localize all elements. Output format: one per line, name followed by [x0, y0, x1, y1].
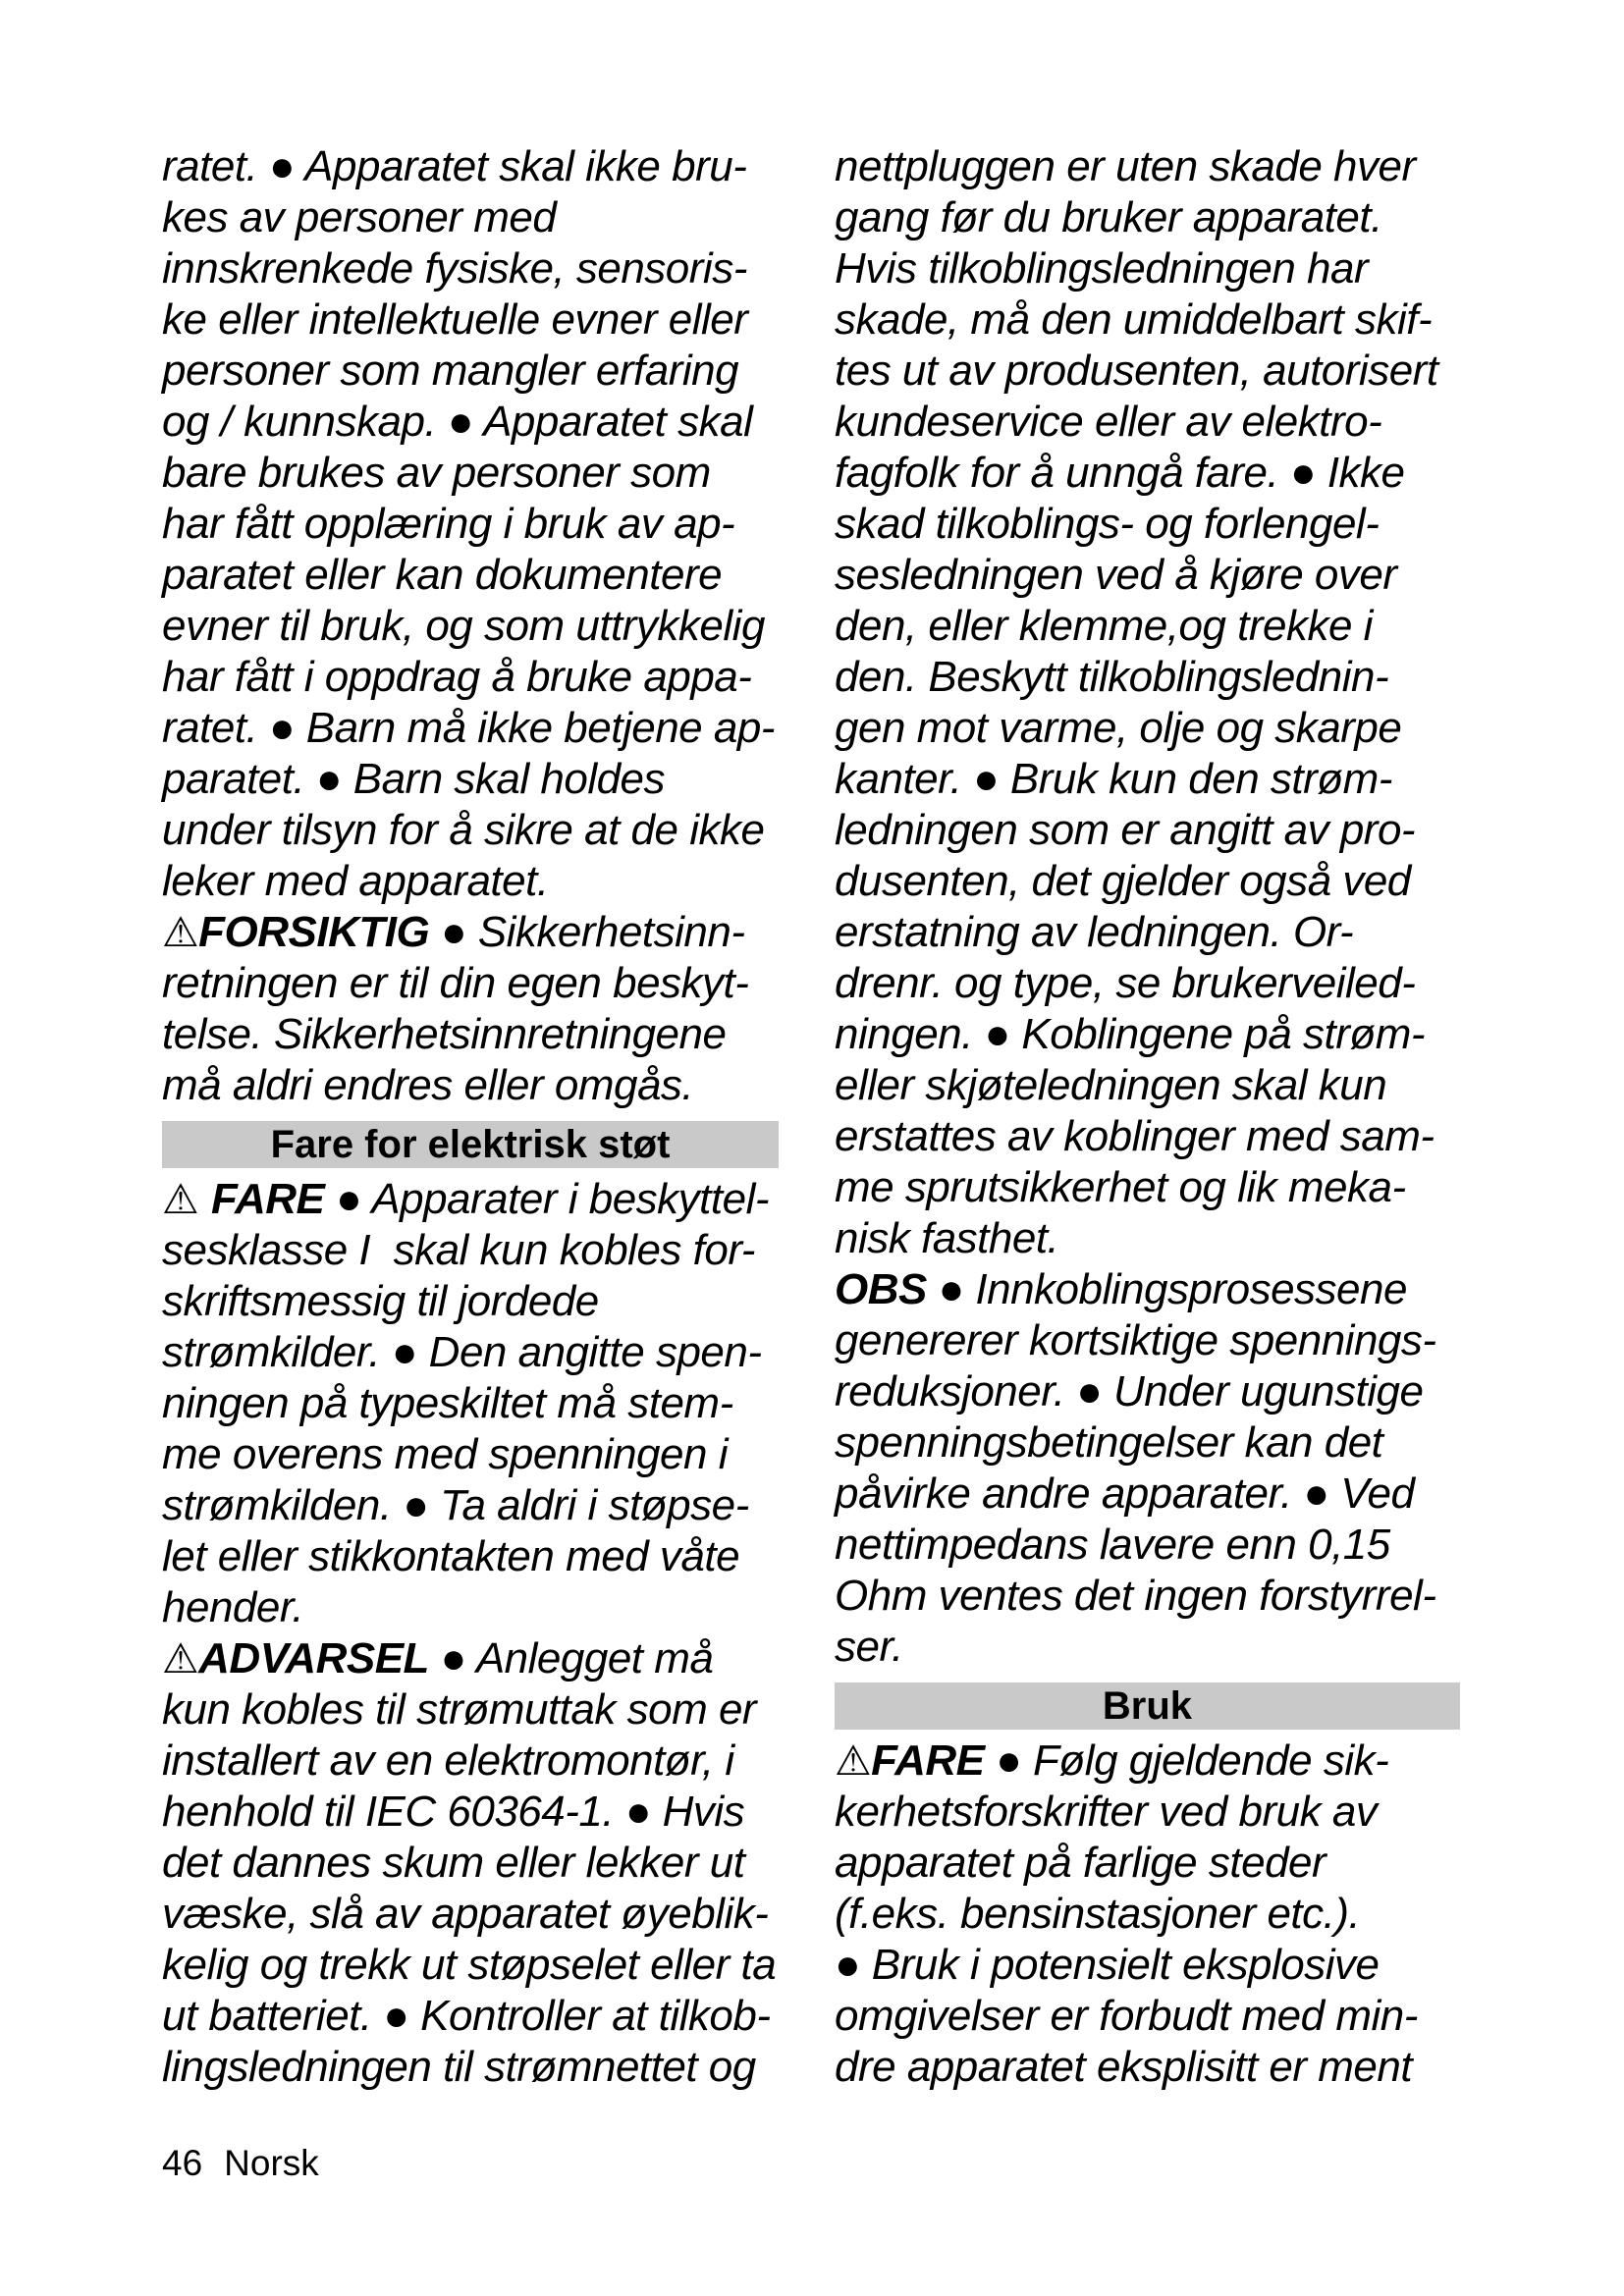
text-line: hender. — [162, 1583, 304, 1631]
text-line: ke eller intellektuelle evner eller — [162, 295, 748, 344]
text-line: kes av personer med — [162, 193, 557, 241]
text-line: evner til bruk, og som uttrykkelig — [162, 602, 765, 650]
text-line: ● Bruk i potensielt eksplosive — [835, 1941, 1380, 1989]
text-line: skriftsmessig til jordede — [162, 1277, 599, 1325]
section-header: Fare for elektrisk støt — [162, 1121, 779, 1168]
warning-keyword: OBS — [835, 1265, 927, 1313]
text-line: me overens med spenningen i — [162, 1430, 728, 1478]
text-line: har fått i oppdrag å bruke appa- — [162, 653, 752, 701]
text-line: har fått opplæring i bruk av ap- — [162, 500, 735, 548]
text-line: kelig og trekk ut støpselet eller ta — [162, 1941, 777, 1989]
line-text: ● Apparater i beskyttel- — [324, 1175, 770, 1223]
warning-triangle-icon: ⚠ — [162, 908, 199, 956]
text-line: påvirke andre apparater. ● Ved — [835, 1469, 1415, 1518]
text-line: Hvis tilkoblingsledningen har — [835, 244, 1369, 293]
text-line: dre apparatet eksplisitt er ment — [835, 2043, 1413, 2091]
text-line: installert av en elektromontør, i — [162, 1736, 734, 1785]
text-line — [835, 1264, 1460, 1315]
text-line: dusenten, det gjelder også ved — [835, 857, 1411, 905]
text-line: ut batteriet. ● Kontroller at tilkob- — [162, 1992, 771, 2040]
text-line: reduksjoner. ● Under ugunstige — [835, 1367, 1424, 1415]
text-line — [162, 1633, 779, 1684]
text-line: og / kunnskap. ● Apparatet skal — [162, 398, 753, 446]
text-line: ningen. ● Koblingene på strøm- — [835, 1010, 1426, 1058]
text-line: lingsledningen til strømnettet og — [162, 2043, 756, 2091]
page-footer — [162, 2143, 319, 2184]
text-line — [162, 1174, 779, 1225]
text-line: sesklasse I skal kun kobles for- — [162, 1226, 755, 1274]
warning-keyword: FARE — [871, 1736, 985, 1785]
warning-triangle-icon: ⚠ — [162, 1175, 212, 1223]
text-line: drenr. og type, se brukerveiled- — [835, 959, 1416, 1007]
text-line — [835, 1735, 1460, 1787]
footer-language-label: Norsk — [224, 2143, 319, 2183]
text-line: ningen på typeskiltet må stem- — [162, 1379, 733, 1427]
text-line: spenningsbetingelser kan det — [835, 1418, 1383, 1467]
warning-triangle-icon: ⚠ — [835, 1736, 872, 1785]
text-line: den. Beskytt tilkoblingslednin- — [835, 653, 1389, 701]
line-text: ● Anlegget må — [428, 1634, 714, 1682]
warning-triangle-icon: ⚠ — [162, 1634, 199, 1682]
text-line: gang før du bruker apparatet. — [835, 193, 1382, 241]
text-line: paratet. ● Barn skal holdes — [162, 755, 666, 803]
text-line: ratet. ● Barn må ikke betjene ap- — [162, 704, 775, 752]
text-line — [162, 907, 779, 958]
text-line: (f.eks. bensinstasjoner etc.). — [835, 1890, 1361, 1938]
warning-keyword: FARE — [211, 1175, 325, 1223]
text-line: tes ut av produsenten, autorisert — [835, 347, 1438, 395]
text-line: skad tilkoblings- og forlengel- — [835, 500, 1380, 548]
text-line: kundeservice eller av elektro- — [835, 398, 1382, 446]
text-line: ledningen som er angitt av pro- — [835, 806, 1416, 854]
text-line: genererer kortsiktige spennings- — [835, 1316, 1436, 1364]
text-line: me sprutsikkerhet og lik meka- — [835, 1163, 1406, 1211]
text-line: ratet. ● Apparatet skal ikke bru- — [162, 142, 747, 190]
section-header: Bruk — [835, 1682, 1460, 1730]
text-line: innskrenkede fysiske, sensoris- — [162, 244, 747, 293]
text-line: væske, slå av apparatet øyeblik- — [162, 1890, 769, 1938]
text-line: skade, må den umiddelbart skif- — [835, 295, 1433, 344]
warning-keyword: FORSIKTIG — [198, 908, 430, 956]
line-text: ● Innkoblingsprosessene — [926, 1265, 1407, 1313]
warning-keyword: ADVARSEL — [198, 1634, 429, 1682]
text-line: kerhetsforskrifter ved bruk av — [835, 1788, 1378, 1836]
right-column — [835, 141, 1460, 2093]
text-line: eller skjøteledningen skal kun — [835, 1061, 1387, 1109]
text-line: ser. — [835, 1623, 903, 1671]
text-line: henhold til IEC 60364-1. ● Hvis — [162, 1788, 745, 1836]
text-line: telse. Sikkerhetsinnretningene — [162, 1010, 727, 1058]
page-number: 46 — [162, 2143, 203, 2183]
text-line: erstattes av koblinger med sam- — [835, 1112, 1435, 1160]
text-line: leker med apparatet. — [162, 857, 549, 905]
text-line: strømkilden. ● Ta aldri i støpse- — [162, 1481, 749, 1529]
text-line: under tilsyn for å sikre at de ikke — [162, 806, 765, 854]
text-line: må aldri endres eller omgås. — [162, 1061, 694, 1109]
text-line: let eller stikkontakten med våte — [162, 1532, 740, 1580]
text-line: kun kobles til strømuttak som er — [162, 1685, 757, 1734]
left-column — [162, 141, 779, 2093]
text-line: den, eller klemme,og trekke i — [835, 602, 1373, 650]
text-line: erstatning av ledningen. Or- — [835, 908, 1354, 956]
text-line: nettpluggen er uten skade hver — [835, 142, 1416, 190]
text-line: bare brukes av personer som — [162, 449, 711, 497]
text-line: nettimpedans lavere enn 0,15 — [835, 1521, 1390, 1569]
line-text: ● Sikkerhetsinn- — [429, 908, 745, 956]
text-line: retningen er til din egen beskyt- — [162, 959, 749, 1007]
line-text: ● Følg gjeldende sik- — [984, 1736, 1389, 1785]
text-line: sesledningen ved å kjøre over — [835, 551, 1397, 599]
text-line: omgivelser er forbudt med min- — [835, 1992, 1418, 2040]
text-line: fagfolk for å unngå fare. ● Ikke — [835, 449, 1405, 497]
text-line: det dannes skum eller lekker ut — [162, 1839, 745, 1887]
text-line: Ohm ventes det ingen forstyrrel- — [835, 1572, 1436, 1620]
text-line: kanter. ● Bruk kun den strøm- — [835, 755, 1392, 803]
text-line: paratet eller kan dokumentere — [162, 551, 723, 599]
text-line: apparatet på farlige steder — [835, 1839, 1326, 1887]
text-line: strømkilder. ● Den angitte spen- — [162, 1328, 762, 1376]
text-line: gen mot varme, olje og skarpe — [835, 704, 1402, 752]
text-line: nisk fasthet. — [835, 1214, 1059, 1262]
text-line: personer som mangler erfaring — [162, 347, 739, 395]
